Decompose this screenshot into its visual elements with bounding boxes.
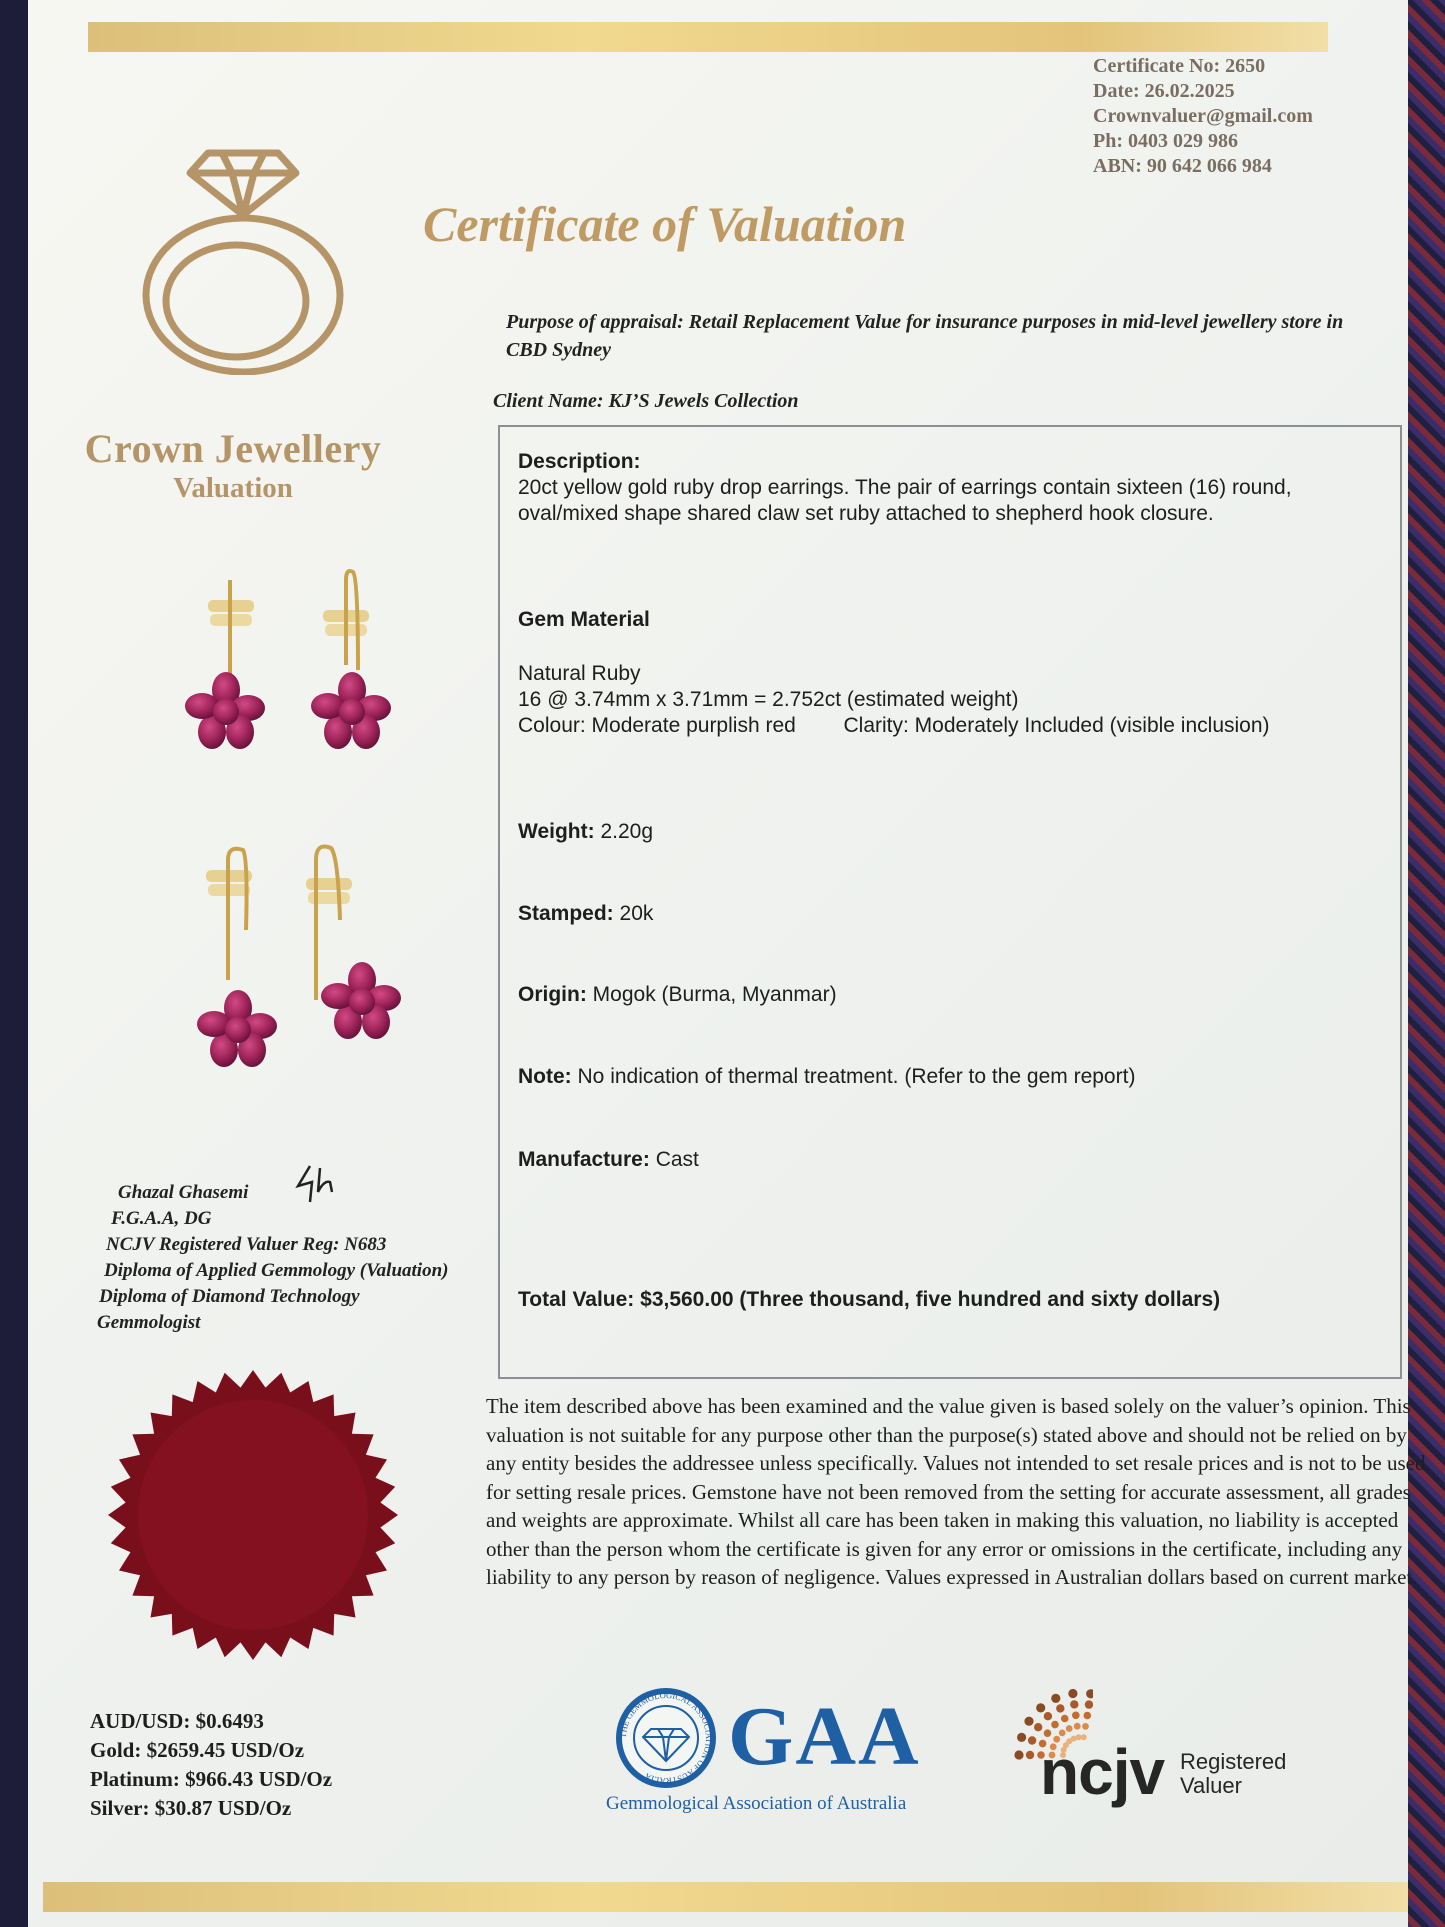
weight-label: Weight: bbox=[518, 820, 595, 843]
ncjv-dot bbox=[1074, 1723, 1081, 1730]
certificate-sheet bbox=[28, 0, 1426, 1927]
ncjv-dot bbox=[1017, 1733, 1026, 1742]
ncjv-dot bbox=[1066, 1725, 1073, 1732]
brand-name: Crown Jewellery bbox=[84, 426, 382, 471]
gaa-seal-icon bbox=[613, 1685, 719, 1791]
manufacture-value: Cast bbox=[655, 1148, 699, 1171]
total-value: Total Value: $3,560.00 (Three thousand, five hundred and sixty dollars) bbox=[518, 1288, 1221, 1311]
gaa-wordmark: GAA bbox=[728, 1690, 921, 1783]
brand-subtitle: Valuation bbox=[173, 472, 293, 504]
valuer-details bbox=[83, 1180, 448, 1336]
disclaimer-text: The item described above has been examined and the value given is based solely on the valuer’s opinion. This valuation is not suitable for any purpose other than the purpose(s) stated above and should not be relied on by any entity besides the addressee unless specifically. Values not intended to set resale prices and is not to be used for setting resale prices. Gemstone have not been removed from the setting for accurate assessment, all grades and weights are approximate. Whilst all care has been taken in making this valuation, no liability is accepted other than the person whom the certificate is given for any error or omissions in the certificate, including any liability to any person by reason of negligence. Values expressed in Australian dollars based on current market. bbox=[486, 1394, 1426, 1589]
ncjv-dot bbox=[1084, 1712, 1092, 1720]
certificate-info bbox=[1093, 54, 1313, 179]
description-box bbox=[498, 425, 1402, 1379]
ncjv-dot bbox=[1056, 1704, 1064, 1712]
gold-bar-top bbox=[88, 22, 1328, 52]
ncjv-dot bbox=[1082, 1723, 1089, 1730]
ncjv-dot bbox=[1024, 1717, 1033, 1726]
ncjv-dot bbox=[1028, 1736, 1036, 1744]
certificate-date: Date: 26.02.2025 bbox=[1093, 80, 1235, 102]
valuer-diploma-applied: Diploma of Applied Gemmology (Valuation) bbox=[104, 1260, 449, 1281]
manufacture-row bbox=[518, 1147, 1378, 1173]
appraisal-purpose: Purpose of appraisal: Retail Replacement Value for insurance purposes in mid-level jewellery store in CBD Sydney bbox=[506, 311, 1344, 361]
ncjv-dot bbox=[1051, 1694, 1060, 1703]
contact-phone: Ph: 0403 029 986 bbox=[1093, 130, 1238, 152]
ncjv-dot bbox=[1086, 1689, 1093, 1698]
ncjv-registered-valuer bbox=[1180, 1750, 1286, 1798]
stamped-row bbox=[518, 901, 1378, 927]
ruby-flower-2 bbox=[311, 672, 391, 749]
ncjv-dot bbox=[1036, 1703, 1045, 1712]
ncjv-dot bbox=[1014, 1750, 1023, 1759]
gem-colour: Colour: Moderate purplish red bbox=[518, 714, 796, 737]
manufacture-label: Manufacture: bbox=[518, 1148, 650, 1171]
ncjv-dot bbox=[1026, 1751, 1034, 1759]
origin-row bbox=[518, 982, 1378, 1008]
background-left bbox=[0, 0, 30, 1927]
ruby-flower-3 bbox=[197, 990, 277, 1067]
ruby-flower-4 bbox=[321, 962, 401, 1039]
valuer-qualifications: F.G.A.A, DG bbox=[111, 1208, 212, 1229]
ring-logo-icon bbox=[128, 145, 358, 375]
gem-measurement: 16 @ 3.74mm x 3.71mm = 2.752ct (estimated weight) bbox=[518, 688, 1019, 711]
ncjv-line1: Registered bbox=[1180, 1749, 1287, 1774]
ncjv-dot bbox=[1051, 1721, 1059, 1729]
note-value: No indication of thermal treatment. (Refer to the gem report) bbox=[577, 1065, 1136, 1088]
note-label: Note: bbox=[518, 1065, 572, 1088]
weight-row bbox=[518, 819, 1378, 845]
stamped-value: 20k bbox=[619, 902, 654, 925]
abn-number: ABN: 90 642 066 984 bbox=[1093, 155, 1272, 177]
valuer-registration: NCJV Registered Valuer Reg: N683 bbox=[106, 1234, 387, 1255]
description-label: Description: bbox=[518, 450, 641, 473]
red-seal-icon bbox=[108, 1365, 398, 1665]
ncjv-line2: Valuer bbox=[1180, 1773, 1242, 1798]
metal-rates bbox=[90, 1707, 332, 1823]
gaa-full-name: Gemmological Association of Australia bbox=[606, 1793, 907, 1814]
valuer-name: Ghazal Ghasemi bbox=[118, 1182, 249, 1203]
ncjv-dot bbox=[1072, 1712, 1080, 1720]
rate-gold: Gold: $2659.45 USD/Oz bbox=[90, 1738, 305, 1762]
valuer-role: Gemmologist bbox=[97, 1312, 201, 1333]
ncjv-dot bbox=[1085, 1700, 1093, 1708]
earrings-photo bbox=[148, 560, 418, 1110]
weight-value: 2.20g bbox=[600, 820, 654, 843]
background-rug bbox=[1405, 0, 1445, 1927]
origin-value: Mogok (Burma, Myanmar) bbox=[592, 983, 837, 1006]
gold-bar-bottom bbox=[43, 1882, 1408, 1912]
origin-label: Origin: bbox=[518, 983, 587, 1006]
rate-aud-usd: AUD/USD: $0.6493 bbox=[90, 1709, 264, 1733]
valuer-diploma-diamond: Diploma of Diamond Technology bbox=[99, 1286, 360, 1307]
contact-email: Crownvaluer@gmail.com bbox=[1093, 105, 1313, 127]
gem-clarity: Clarity: Moderately Included (visible inclusion) bbox=[843, 714, 1270, 737]
signature-icon bbox=[290, 1158, 350, 1208]
gaa-seal-text: THE GEMMOLOGICAL ASSOCIATION OF AUSTRALIA bbox=[617, 1689, 715, 1787]
ncjv-dot bbox=[1034, 1723, 1042, 1731]
gem-material-label: Gem Material bbox=[518, 608, 650, 631]
stamped-label: Stamped: bbox=[518, 902, 614, 925]
description-text: 20ct yellow gold ruby drop earrings. The pair of earrings contain sixteen (16) round, oval/mixed shape shared claw set ruby attached to shepherd hook closure. bbox=[518, 476, 1292, 525]
gem-material: Natural Ruby bbox=[518, 662, 641, 685]
rate-silver: Silver: $30.87 USD/Oz bbox=[90, 1796, 292, 1820]
ncjv-dot bbox=[1068, 1689, 1077, 1698]
ncjv-wordmark: ncjv bbox=[1040, 1736, 1165, 1808]
note-row bbox=[518, 1064, 1378, 1090]
client-name: Client Name: KJ’S Jewels Collection bbox=[493, 390, 799, 412]
ncjv-dot bbox=[1070, 1700, 1078, 1708]
rate-platinum: Platinum: $966.43 USD/Oz bbox=[90, 1767, 333, 1791]
ncjv-dot bbox=[1044, 1712, 1052, 1720]
certificate-title: Certificate of Valuation bbox=[423, 196, 907, 252]
ncjv-dot bbox=[1061, 1715, 1069, 1723]
certificate-number: Certificate No: 2650 bbox=[1093, 55, 1266, 77]
ruby-flower-1 bbox=[185, 672, 265, 749]
